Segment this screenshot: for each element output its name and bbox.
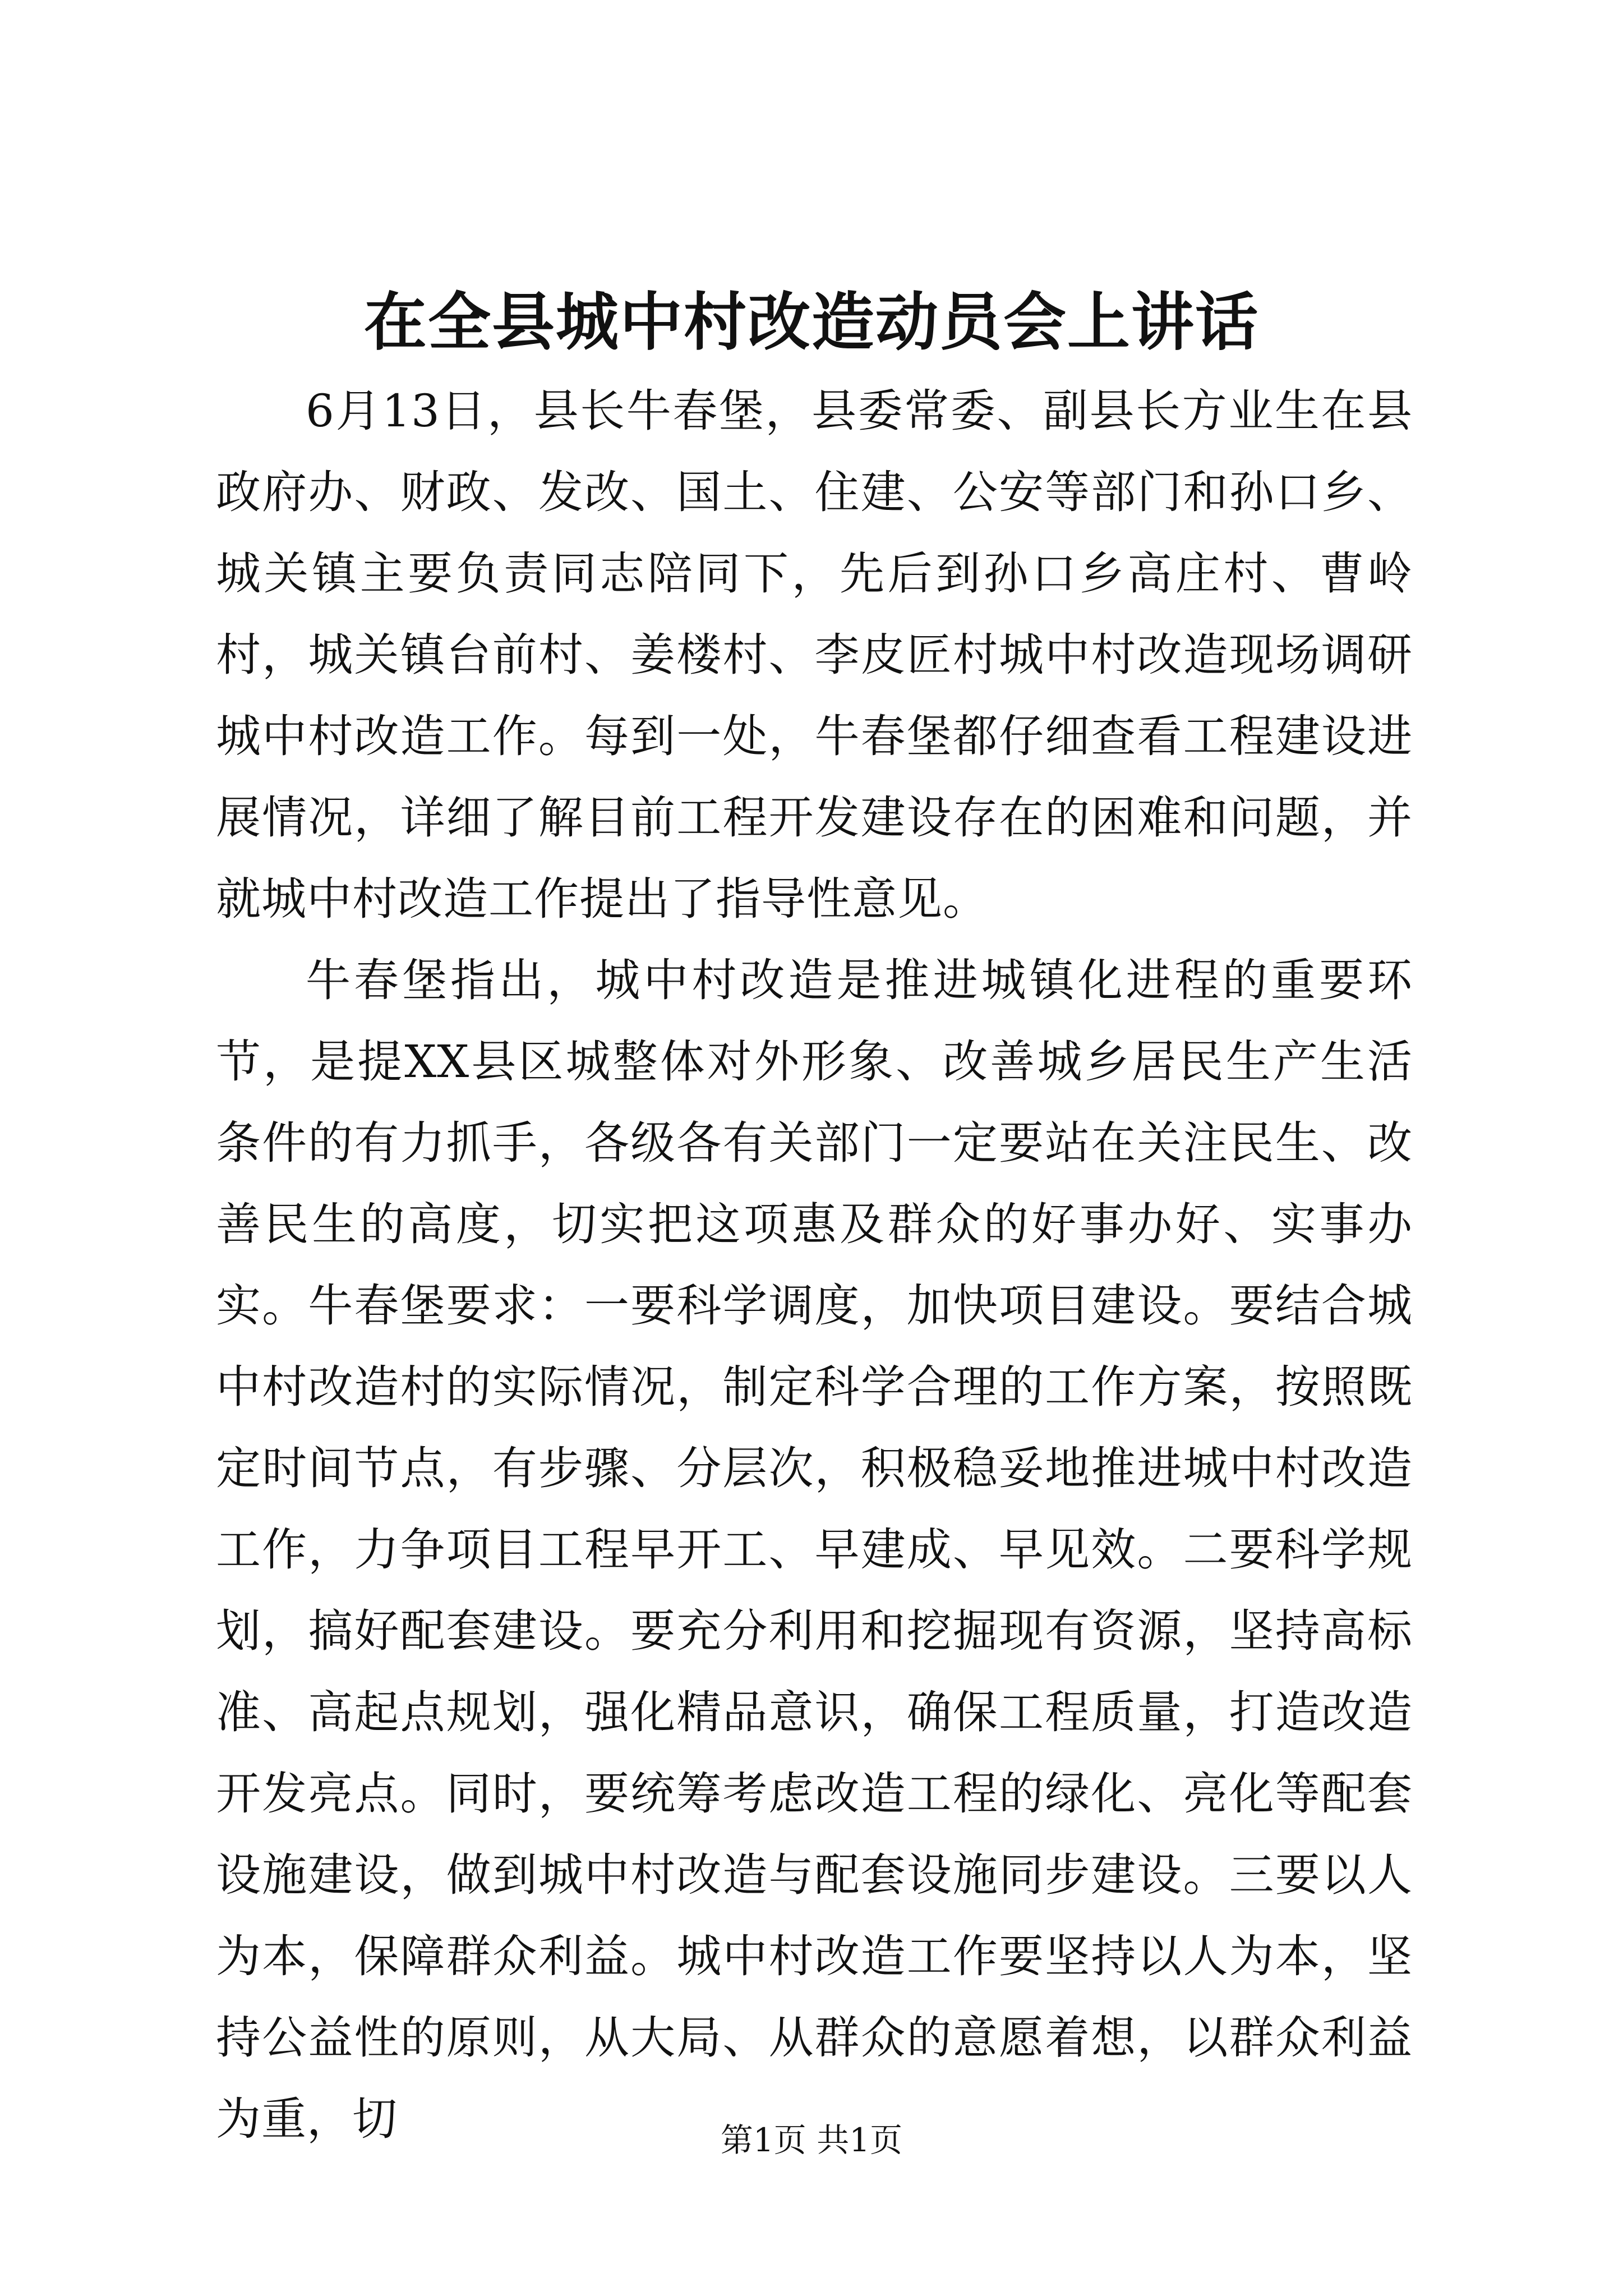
- document-body: [216, 370, 1413, 2160]
- page-footer: 第1页 共1页: [720, 2121, 903, 2159]
- document-title: 在全县城中村改造动员会上讲话: [364, 286, 1259, 359]
- paragraph-1: 6月13日，县长牛春堡，县委常委、副县长方业生在县政府办、财政、发改、国土、住建、公安等部门和孙口乡、城关镇主要负责同志陪同下，先后到孙口乡高庄村、曹岭村，城关镇台前村、姜楼村、李皮匠村城中村改造现场调研城中村改造工作。每到一处，牛春堡都仔细查看工程建设进展情况，详细了解目前工程开发建设存在的困难和问题，并就城中村改造工作提出了指导性意见。: [216, 385, 1413, 925]
- paragraph-2: 牛春堡指出，城中村改造是推进城镇化进程的重要环节，是提XX县区城整体对外形象、改善城乡居民生产生活条件的有力抓手，各级各有关部门一定要站在关注民生、改善民生的高度，切实把这项惠及群众的好事办好、实事办实。牛春堡要求：一要科学调度，加快项目建设。要结合城中村改造村的实际情况，制定科学合理的工作方案，按照既定时间节点，有步骤、分层次，积极稳妥地推进城中村改造工作，力争项目工程早开工、早建成、早见效。二要科学规划，搞好配套建设。要充分利用和挖掘现有资源，坚持高标准、高起点规划，强化精品意识，确保工程质量，打造改造开发亮点。同时，要统筹考虑改造工程的绿化、亮化等配套设施建设，做到城中村改造与配套设施同步建设。三要以人为本，保障群众利益。城中村改造工作要坚持以人为本，坚持公益性的原则，从大局、从群众的意愿着想，以群众利益为重，切: [216, 954, 1413, 2145]
